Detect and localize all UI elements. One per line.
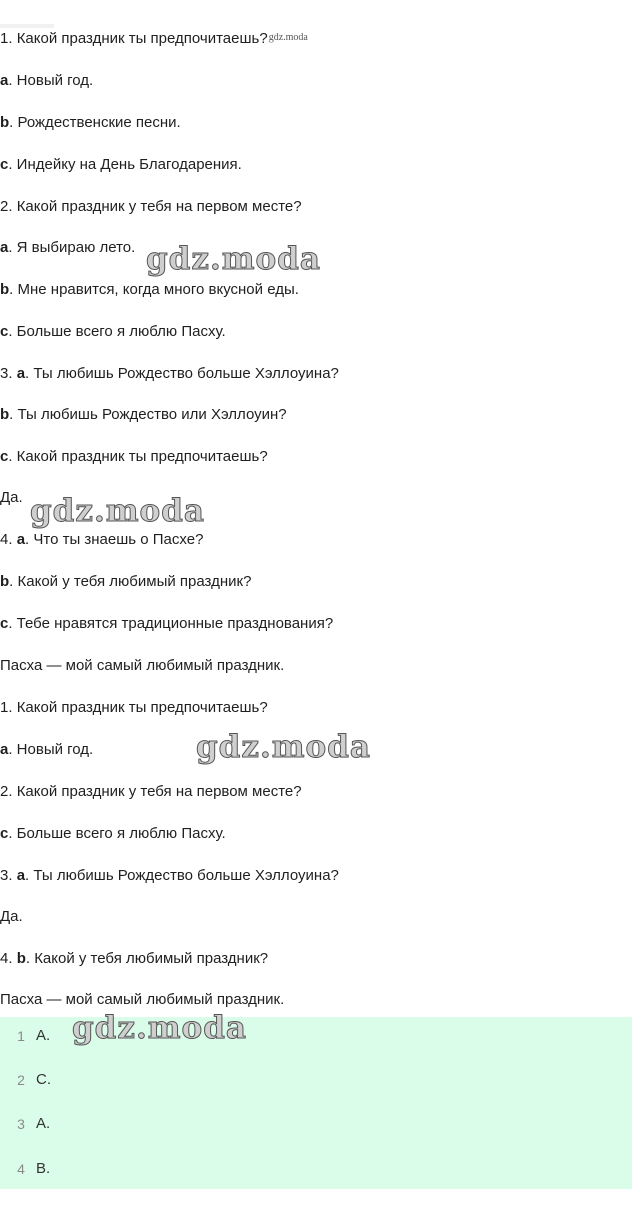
watermark-small: gdz.moda <box>268 32 308 43</box>
question-2-line: 2. Какой праздник у тебя на первом месте? <box>0 198 302 215</box>
watermark: gdz.moda <box>146 241 321 277</box>
option-line: a. Новый год. <box>0 72 94 89</box>
answer-value: A. <box>36 1027 51 1044</box>
watermark: gdz.moda <box>30 493 205 529</box>
answer-number: 3 <box>17 1116 25 1132</box>
answer-value: C. <box>36 1071 51 1088</box>
question-1-line: 1. Какой праздник ты предпочитаешь? <box>0 699 268 716</box>
option-line: a. Новый год. <box>0 741 94 758</box>
option-line: c. Индейку на День Благодарения. <box>0 156 242 173</box>
answer-line: Пасха — мой самый любимый праздник. <box>0 657 285 674</box>
option-line: c. Больше всего я люблю Пасху. <box>0 825 226 842</box>
option-line: b. Рождественские песни. <box>0 114 181 131</box>
option-line: b. Мне нравится, когда много вкусной еды. <box>0 281 299 298</box>
question-4-line: 4. b. Какой у тебя любимый праздник? <box>0 950 269 967</box>
watermark: gdz.moda <box>196 729 371 765</box>
option-line: b. Какой у тебя любимый праздник? <box>0 573 252 590</box>
answer-line: Да. <box>0 908 23 925</box>
option-line: c. Какой праздник ты предпочитаешь? <box>0 448 268 465</box>
answer-value: A. <box>36 1115 51 1132</box>
option-line: c. Больше всего я люблю Пасху. <box>0 323 226 340</box>
option-line: c. Тебе нравятся традиционные празднования? <box>0 615 334 632</box>
answer-line: Да. <box>0 489 23 506</box>
question-1-line: 1. Какой праздник ты предпочитаешь?$^{gdz.moda}$ <box>0 30 308 47</box>
watermark: gdz.moda <box>72 1010 247 1046</box>
question-3-line: 3. a. Ты любишь Рождество больше Хэллоуина? <box>0 365 339 382</box>
question-3-line: 3. a. Ты любишь Рождество больше Хэллоуина? <box>0 867 339 884</box>
answer-line: Пасха — мой самый любимый праздник. <box>0 991 285 1008</box>
top-divider <box>0 24 54 28</box>
answer-value: B. <box>36 1160 51 1177</box>
question-2-line: 2. Какой праздник у тебя на первом месте? <box>0 783 302 800</box>
option-line: b. Ты любишь Рождество или Хэллоуин? <box>0 406 287 423</box>
answer-number: 1 <box>17 1028 25 1044</box>
question-4-line: 4. a. Что ты знаешь о Пасхе? <box>0 531 204 548</box>
answer-number: 2 <box>17 1072 25 1088</box>
option-line: a. Я выбираю лето. <box>0 239 136 256</box>
answer-number: 4 <box>17 1161 25 1177</box>
